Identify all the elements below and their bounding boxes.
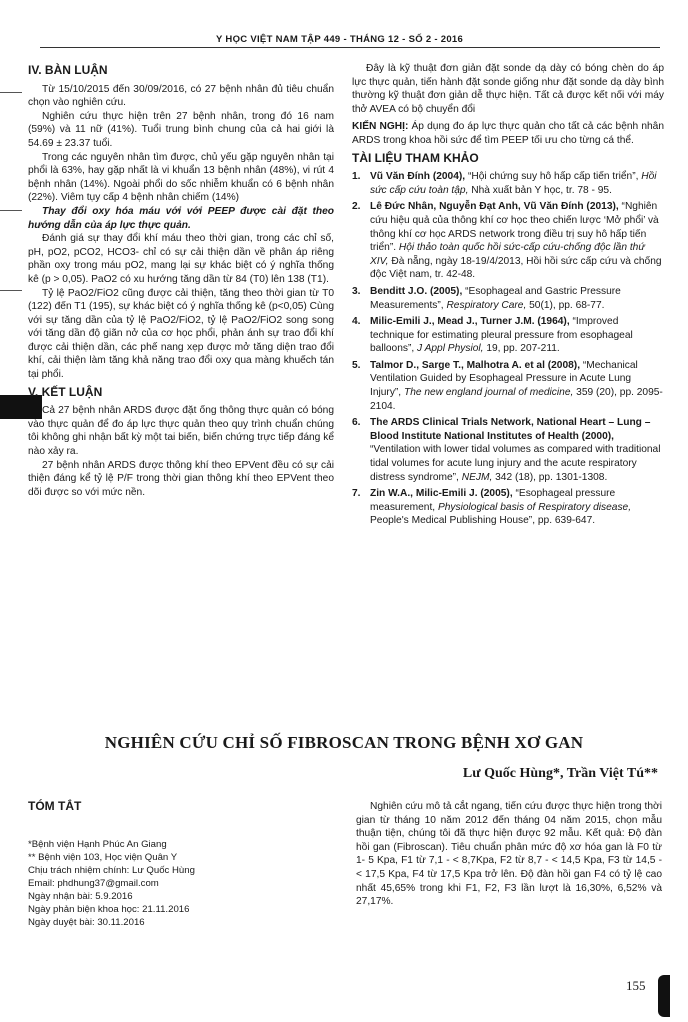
reference-authors: Benditt J.O. (2005),	[370, 285, 463, 297]
reference-italic: NEJM,	[461, 471, 493, 483]
abstract-heading: TÓM TẮT	[28, 799, 82, 813]
references-title: TÀI LIỆU THAM KHẢO	[352, 150, 479, 165]
reference-authors: Vũ Văn Đính (2004),	[370, 171, 466, 183]
reference-item	[352, 200, 664, 282]
reference-text: “Hội chứng suy hô hấp cấp tiến triển”,	[467, 171, 639, 183]
paragraph: Tỷ lệ PaO2/FiO2 cũng được cải thiện, tăng theo thời gian từ T0 (122) đến T1 (195), sự khác biệt có ý nghĩa thống kê (p<0,05) Cùng với sự tăng dần của tỷ lệ PaO2/FiO2, tỷ lệ PaO2/FiO2 song song với tăng dần độ giãn nở của cơ học phổi, phản ánh sự trao đổi khí được cải thiện dần, các phế nang xẹp được mở tăng diện trao đổi khí, cải thiện làm tăng khả năng trao đổi oxy qua màng khuếch tán tại phổi.	[28, 287, 334, 381]
right-column	[352, 62, 664, 531]
margin-mark	[0, 290, 22, 291]
paragraph: Từ 15/10/2015 đến 30/09/2016, có 27 bệnh nhân đủ tiêu chuẩn chọn vào nghiên cứu.	[28, 83, 334, 109]
reference-italic: Physiological basis of Respiratory disease,	[437, 501, 632, 513]
recommendation-label: KIẾN NGHỊ:	[352, 121, 409, 133]
section-conclusion-title: V. KẾT LUẬN	[28, 384, 103, 399]
recommendation-text: Áp dụng đo áp lực thực quản cho tất cả các bệnh nhân ARDS trong khoa hồi sức để tìm PEEP tối ưu cho từng cá thể.	[352, 121, 664, 146]
reference-rest: 19, pp. 207-211.	[486, 343, 560, 355]
paragraph: Cả 27 bệnh nhân ARDS được đặt ống thông thực quản có bóng vào thực quản để đo áp lực thực quản theo quy trình chuẩn chúng tôi không ghi nhận bất kỳ một tai biến, biến chứng trực tiếp đáng kể nào xảy ra.	[28, 405, 334, 458]
section-discussion-title: IV. BÀN LUẬN	[28, 63, 108, 77]
journal-header: Y HỌC VIỆT NAM TẬP 449 - THÁNG 12 - SỐ 2 - 2016	[216, 34, 464, 45]
reference-num: 4.	[352, 316, 361, 328]
margin-mark	[0, 210, 22, 211]
reference-item	[352, 359, 664, 413]
page-number: 155	[626, 978, 646, 993]
reference-text: “Mechanical Ventilation Guided by Esophageal Pressure in Acute Lung Injury”,	[370, 359, 638, 399]
reference-rest: 50(1), pp. 68-77.	[529, 299, 605, 311]
reference-authors: Zin W.A., Milic-Emili J. (2005),	[370, 488, 513, 500]
paragraph: Đây là kỹ thuật đơn giản đặt sonde dạ dày có bóng chèn do áp lực thực quản, tiến hành đặt sonde giống như đặt sonde dạ dày bình thường kỹ thuật đơn giản dễ thực hiện. Tất cả được kết nối với máy thở AVEA có bộ chuyển đổi	[352, 63, 664, 115]
reference-rest: 359 (20), pp. 2095-2104.	[370, 387, 663, 412]
reference-list	[352, 170, 664, 528]
abstract-paragraph: Nghiên cứu mô tả cắt ngang, tiến cứu được thực hiện trong thời gian từ tháng 10 năm 2012 đến tháng 04 năm 2015, chọn mẫu thuận tiện, chúng tôi đã thực hiện được 92 mẫu. Kết quả: Độ đàn hồi gan (Fibroscan). Tiêu chuẩn phân mức độ xơ hóa gan là F0 từ 1- 5 Kpa, F1 từ 7,1 - < 8,7Kpa, F2 từ 8,7 - < 14,5 Kpa, F3 từ 14,5 - < 17,5 Kpa, F4 từ 17,5 Kpa trở lên. Độ đàn hồi gan F4 có tỷ lệ cao nhất 45,65% trong khi F1, F2, F3 lần lượt là 16,30%, 6,52% và 27,17%.	[356, 801, 662, 908]
reference-italic: Hồi sức cấp cứu toàn tập,	[370, 171, 657, 196]
reference-item	[352, 315, 664, 356]
recommendation	[352, 120, 664, 147]
reference-num: 5.	[352, 359, 361, 371]
page-edge-tab	[658, 975, 670, 1017]
paragraph: Đánh giá sự thay đổi khí máu theo thời gian, trong các chỉ số, pH, pO2, pCO2, HCO3- chỉ có sự cải thiện dần về phân áp riêng phần oxy trong máu pO2, mang lại sự khác biệt có ý nghĩa thống kê (p > 0,05). PaO2 có xu hướng tăng dần từ 84 (T0) lên 138 (T1).	[28, 233, 334, 285]
reference-text: “Ventilation with lower tidal volumes as compared with traditional tidal volumes for acute lung injury and the acute respiratory distress syndrome”,	[370, 444, 661, 483]
affiliation-line: Ngày phản biện khoa học: 21.11.2016	[28, 904, 190, 915]
affiliation-line: ** Bệnh viện 103, Học viện Quân Y	[28, 852, 178, 863]
reference-authors: Milic-Emili J., Mead J., Turner J.M. (1964),	[370, 316, 570, 328]
affiliation-line: Chịu trách nhiệm chính: Lư Quốc Hùng	[28, 865, 195, 876]
margin-mark	[0, 92, 22, 93]
paragraph: Trong các nguyên nhân tìm được, chủ yếu gặp nguyên nhân tại phổi là 63%, hay gặp nhất là vi khuẩn 13 bệnh nhân (48%), vi rút 4 bệnh nhân (14%). Ngoài phổi do sốc nhiễm khuẩn có 6 bệnh nhân (22%). Viêm tụy cấp 4 bệnh nhân chiếm (14%)	[28, 151, 334, 204]
article-title: NGHIÊN CỨU CHỈ SỐ FIBROSCAN TRONG BỆNH XƠ GAN	[104, 733, 584, 752]
reference-italic: Hội thảo toàn quốc hồi sức-cấp cứu-chống độc lần thứ XIV,	[370, 242, 645, 267]
reference-authors: Talmor D., Sarge T., Malhotra A. et al (2008),	[370, 359, 581, 371]
affiliation-line: *Bệnh viện Hạnh Phúc An Giang	[28, 839, 167, 850]
reference-num: 2.	[352, 201, 361, 213]
reference-num: 7.	[352, 488, 361, 500]
reference-rest: 342 (18), pp. 1301-1308.	[495, 471, 608, 483]
affiliation-line: Ngày duyệt bài: 30.11.2016	[28, 917, 145, 928]
article-authors: Lư Quốc Hùng*, Trần Việt Tú**	[462, 766, 658, 781]
reference-item	[352, 170, 664, 197]
reference-italic: Respiratory Care,	[446, 299, 527, 311]
reference-text: “Esophageal and Gastric Pressure Measurements”,	[370, 285, 621, 311]
reference-italic: J Appl Physiol,	[417, 343, 484, 355]
reference-rest: Nhà xuất bản Y học, tr. 78 - 95.	[471, 184, 612, 196]
affiliation-line: Ngày nhận bài: 5.9.2016	[28, 891, 133, 902]
reference-num: 1.	[352, 171, 361, 183]
reference-text: “Nghiên cứu hiệu quả của thông khí cơ học theo chiến lược ‘Mở phổi’ và thông khí cơ học ARDS network trong điều trị suy hô hấp tiến triển”.	[370, 201, 659, 254]
reference-item	[352, 416, 664, 484]
reference-text: “Improved technique for estimating pleural pressure from esophageal balloons”,	[370, 316, 633, 355]
reference-item	[352, 487, 664, 528]
paragraph: 27 bệnh nhân ARDS được thông khí theo EPVent đều có sự cải thiện đáng kể tỷ lệ P/F trong thời gian thông khí theo EPVent theo dõi được so với mức nền.	[28, 459, 334, 498]
abstract-text	[356, 800, 662, 909]
reference-authors: Lê Đức Nhân, Nguyễn Đạt Anh, Vũ Văn Đính (2013),	[370, 201, 619, 213]
paragraph-italic: Thay đổi oxy hóa máu với với PEEP được cài đặt theo hướng dẫn của áp lực thực quản.	[28, 205, 334, 231]
reference-num: 3.	[352, 285, 361, 297]
reference-rest: Đà nẵng, ngày 18-19/4/2013, Hồi hồi sức cấp cứu và chống độc Việt nam, tr. 42-48.	[370, 255, 662, 281]
paragraph: Nghiên cứu thực hiện trên 27 bệnh nhân, trong đó 16 nam (59%) và 11 nữ (41%). Tuổi trung bình chung của cả hai giới là 54.69 ± 23.37 tuổi.	[28, 110, 334, 149]
affiliation-line: Email: phdhung37@gmail.com	[28, 878, 159, 889]
header-rule	[40, 47, 660, 48]
reference-num: 6.	[352, 417, 361, 429]
reference-item	[352, 285, 664, 312]
reference-authors: The ARDS Clinical Trials Network, National Heart – Lung – Blood Institute National Institutes of Health (2000),	[370, 417, 651, 442]
reference-rest: People's Medical Publishing House”, pp. 639-647.	[370, 515, 596, 527]
affiliations	[28, 838, 328, 929]
left-column	[28, 62, 334, 499]
reference-italic: The new england journal of medicine,	[403, 387, 574, 399]
reference-text: “Esophageal pressure measurement,	[370, 488, 616, 513]
